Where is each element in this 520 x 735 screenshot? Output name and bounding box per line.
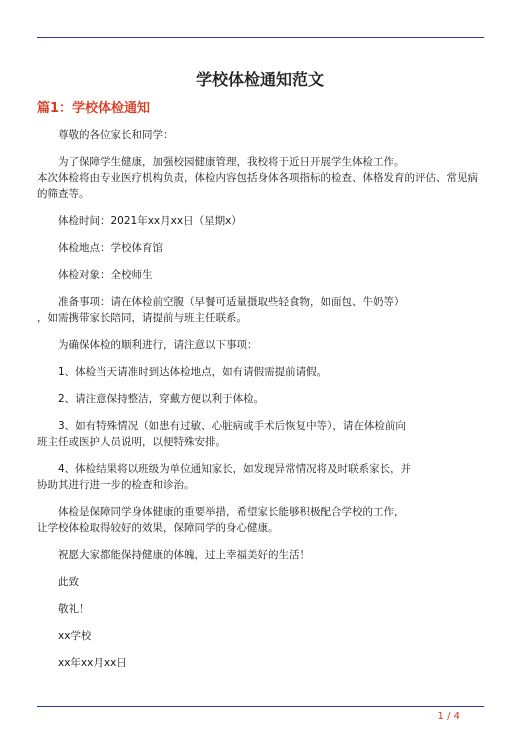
notice-item-3: 3、如有特殊情况（如患有过敏、心脏病或手术后恢复中等），请在体检前向 bbox=[58, 420, 406, 432]
paragraph-intro: 为了保障学生健康，加强校园健康管理，我校将于近日开展学生体检工作。 bbox=[58, 156, 405, 168]
page-indicator: 1 / 4 bbox=[437, 711, 460, 722]
exam-target: 体检对象：全校师生 bbox=[58, 269, 153, 281]
notice-item-4-cont: 协助其进行进一步的检查和诊治。 bbox=[37, 479, 195, 491]
notice-item-2: 2、请注意保持整洁，穿戴方便以利于体检。 bbox=[58, 393, 265, 405]
salutation: 尊敬的各位家长和同学： bbox=[58, 129, 174, 141]
exam-location: 体检地点：学校体育馆 bbox=[58, 242, 163, 254]
document-body bbox=[37, 127, 484, 682]
closing-paragraph: 体检是保障同学身体健康的重要举措，希望家长能够积极配合学校的工作， bbox=[58, 506, 405, 518]
closing-paragraph-cont: 让学校体检取得较好的效果，保障同学的身心健康。 bbox=[37, 522, 279, 534]
document-title: 学校体检通知范文 bbox=[195, 70, 324, 89]
notice-intro: 为确保体检的顺利进行，请注意以下事项： bbox=[58, 339, 258, 351]
exam-time: 体检时间：2021年xx月xx日（星期x） bbox=[58, 215, 242, 227]
signature-date: xx年xx月xx日 bbox=[58, 657, 127, 669]
sign-off-2: 敬礼！ bbox=[58, 603, 90, 615]
footer-rule bbox=[37, 706, 484, 707]
wishes: 祝愿大家都能保持健康的体魄，过上幸福美好的生活！ bbox=[58, 549, 310, 561]
header-rule bbox=[37, 37, 484, 38]
paragraph-intro-detail: 本次体检将由专业医疗机构负责，体检内容包括身体各项指标的检查、体格发育的评估、常见病的筛查等。 bbox=[37, 172, 478, 200]
preparation-line-cont: ，如需携带家长陪同，请提前与班主任联系。 bbox=[37, 312, 247, 324]
section-heading: 篇1：学校体检通知 bbox=[37, 101, 151, 116]
preparation-line: 准备事项：请在体检前空腹（早餐可适量摄取些轻食物，如面包、牛奶等） bbox=[58, 296, 405, 308]
sign-off-1: 此致 bbox=[58, 576, 79, 588]
notice-item-3-cont: 班主任或医护人员说明，以便特殊安排。 bbox=[37, 436, 226, 448]
notice-item-1: 1、体检当天请准时到达体检地点，如有请假需提前请假。 bbox=[58, 366, 328, 378]
notice-item-4: 4、体检结果将以班级为单位通知家长，如发现异常情况将及时联系家长，并 bbox=[58, 463, 412, 475]
signature-school: xx学校 bbox=[58, 630, 92, 642]
